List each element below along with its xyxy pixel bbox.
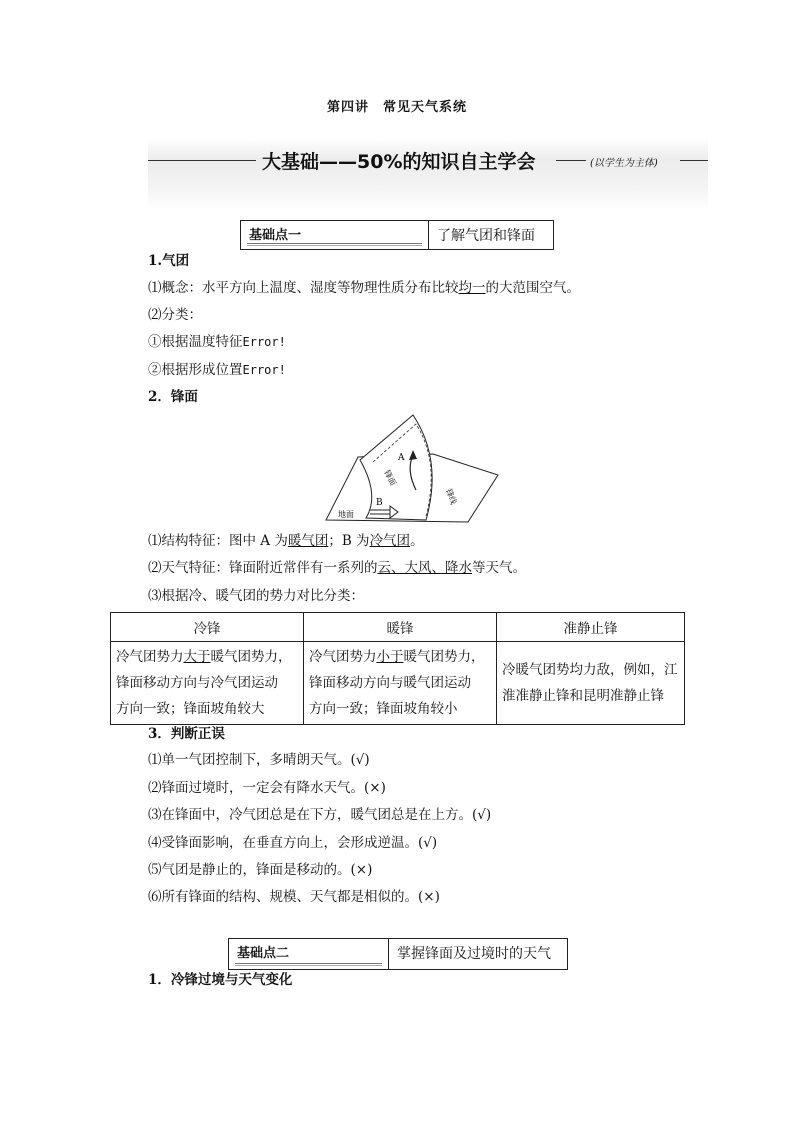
label-underline — [235, 963, 382, 964]
header-stationary-front: 准静止锋 — [497, 613, 685, 642]
classify-by-position — [148, 361, 286, 379]
air-mass-classification: ⑵分类： — [148, 307, 202, 323]
banner-rule-right — [680, 160, 708, 161]
label-underline-2 — [235, 965, 382, 966]
error-placeholder: Error! — [242, 363, 286, 377]
header-warm-front: 暖锋 — [304, 613, 497, 642]
text-span: 冷暖气团势均力敌，例如，江 — [502, 662, 678, 678]
front-diagram — [318, 410, 508, 525]
list-item: ⑸气团是静止的，锋面是移动的。(×) — [148, 862, 373, 878]
knowledge-point-topic: 掌握锋面及过境时的天气 — [397, 946, 551, 962]
text-span: 锋面移动方向与暖气团运动 — [309, 675, 471, 691]
front-comparison-table — [110, 612, 685, 725]
list-item: ⑹所有锋面的结构、规模、天气都是相似的。(×) — [148, 889, 440, 905]
front-line-label: 锋线 — [444, 487, 459, 506]
text-span: 暖气团势力， — [403, 649, 485, 665]
knowledge-point-label-text: 基础点一 — [249, 228, 302, 243]
cell-cold-front — [111, 642, 304, 725]
heading-air-mass: 1.气团 — [148, 253, 190, 269]
underlined-answer: 云、大风、降水 — [377, 560, 472, 576]
air-mass-b-label: B — [376, 498, 383, 508]
banner-rule-mid — [556, 160, 586, 161]
error-placeholder: Error! — [242, 335, 286, 349]
table-header-row — [111, 613, 685, 642]
knowledge-point-label-text: 基础点二 — [237, 946, 290, 961]
underlined-answer: 大于 — [183, 649, 211, 665]
banner-heading: 大基础——50%的知识自主学会 — [262, 151, 536, 173]
underlined-answer: 小于 — [376, 649, 404, 665]
classify-by-temperature — [148, 333, 286, 351]
text-span: 锋面移动方向与冷气团运动 — [116, 675, 278, 691]
heading-front: 2．锋面 — [148, 389, 198, 405]
list-item: ⑵锋面过境时，一定会有降水天气。(×) — [148, 780, 386, 796]
knowledge-point-label — [229, 939, 389, 969]
knowledge-point-label — [241, 221, 429, 249]
heading-cold-front-passage: 1．冷锋过境与天气变化 — [148, 972, 293, 988]
knowledge-point-box-2 — [228, 938, 568, 970]
label-underline-2 — [247, 245, 422, 246]
banner-subheading: (以学生为主体) — [590, 158, 658, 169]
table-row — [111, 642, 685, 725]
heading-true-false: 3．判断正误 — [148, 726, 225, 742]
cell-stationary-front — [497, 642, 685, 725]
text-span: 。 — [410, 533, 424, 549]
front-surface-label: 锋面 — [382, 468, 398, 488]
header-cold-front: 冷锋 — [111, 613, 304, 642]
text-span: 冷气团势力 — [116, 649, 184, 665]
text-span: ；B 为 — [328, 533, 370, 549]
underlined-answer: 暖气团 — [287, 533, 329, 549]
text-span: ⑵天气特征：锋面附近常伴有一系列的 — [148, 560, 378, 576]
list-item: ⑶在锋面中，冷气团总是在下方，暖气团总是在上方。(√) — [148, 807, 492, 823]
cell-warm-front — [304, 642, 497, 725]
text-span: ⑴结构特征：图中 A 为 — [148, 533, 288, 549]
ground-label: 地面 — [338, 510, 354, 519]
text-span: ②根据形成位置 — [148, 362, 243, 378]
text-span: 冷气团势力 — [309, 649, 377, 665]
knowledge-point-topic: 了解气团和锋面 — [437, 228, 535, 244]
text-span: 等天气。 — [472, 560, 526, 576]
underlined-answer: 均一 — [458, 280, 486, 296]
page-title: 第四讲 常见天气系统 — [326, 100, 467, 115]
air-mass-concept — [148, 279, 580, 297]
front-structure — [148, 532, 424, 550]
text-span: 方向一致；锋面坡角较大 — [116, 701, 265, 717]
banner-rule-left — [148, 160, 256, 161]
label-underline — [247, 243, 422, 244]
underlined-answer: 冷气团 — [369, 533, 411, 549]
text-span: 暖气团势力， — [210, 649, 292, 665]
list-item: ⑴单一气团控制下，多晴朗天气。(√) — [148, 752, 370, 768]
text-span: ①根据温度特征 — [148, 334, 243, 350]
text-span: 的大范围空气。 — [485, 280, 580, 296]
front-classification: ⑶根据冷、暖气团的势力对比分类： — [148, 588, 364, 604]
text-span: 淮准静止锋和昆明准静止锋 — [502, 688, 664, 704]
air-mass-a-label: A — [398, 453, 405, 463]
list-item: ⑷受锋面影响，在垂直方向上，会形成逆温。(√) — [148, 835, 438, 851]
text-span: ⑴概念：水平方向上温度、湿度等物理性质分布比较 — [148, 280, 459, 296]
knowledge-point-box-1 — [240, 220, 554, 250]
text-span: 方向一致；锋面坡角较小 — [309, 701, 458, 717]
front-weather — [148, 559, 526, 577]
